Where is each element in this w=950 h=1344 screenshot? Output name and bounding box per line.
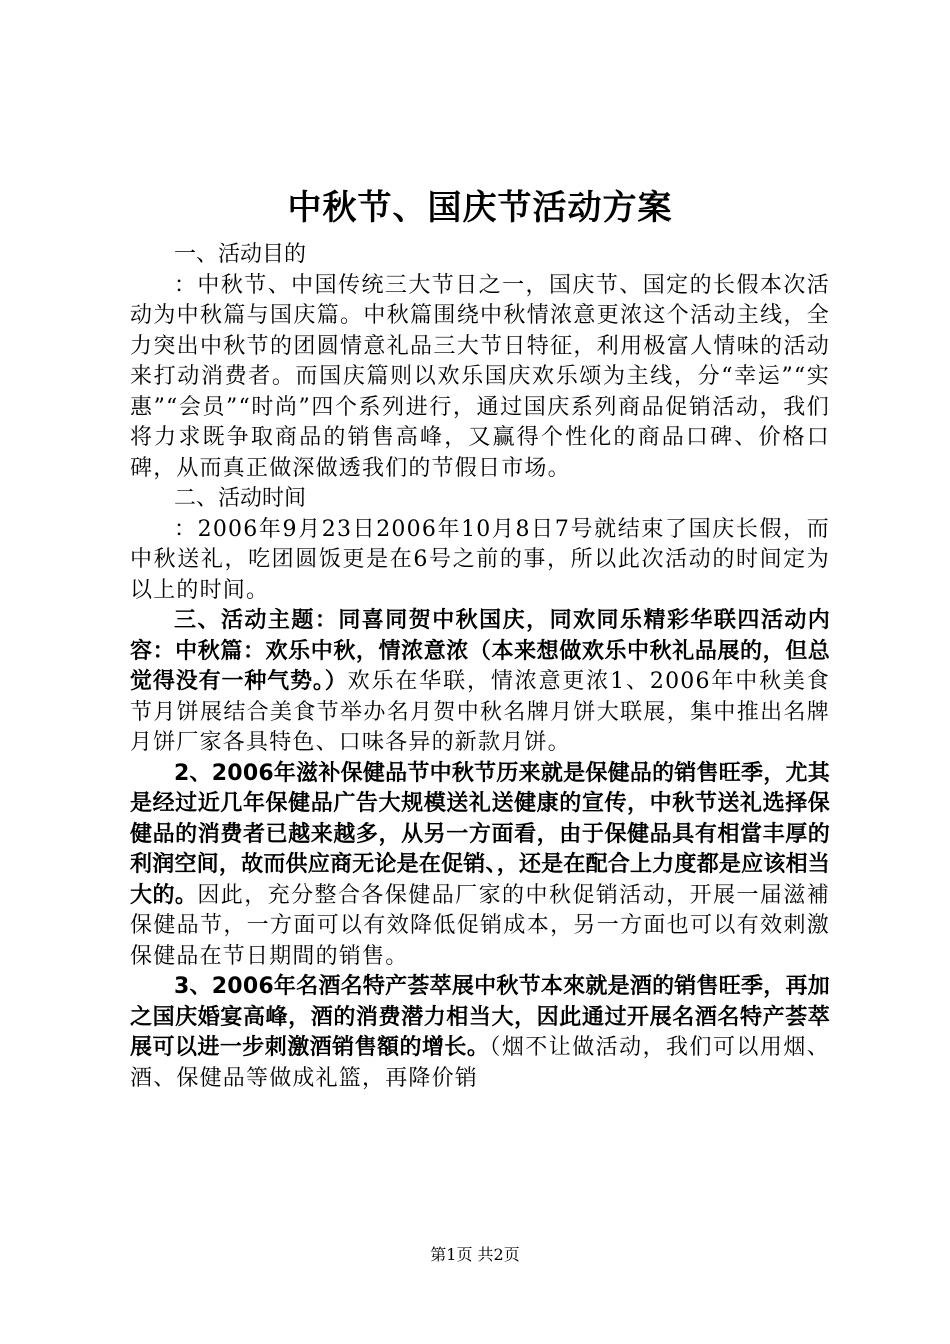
- paragraph-wine-bold: 3、2006年名酒名特产荟萃展中秋节本來就是酒的销售旺季，再加之国庆婚宴高峰，酒的消费潜力相当大，因此通过开展名酒名特产荟萃展可以进一步刺激酒销售額的增长。: [130, 974, 830, 1060]
- paragraph-time: ：2006年9月23日2006年10月8日7号就结束了国庆长假，而中秋送礼，吃团圆饭更是在6号之前的事，所以此次活动的时间定为以上的时间。: [130, 516, 830, 603]
- paragraph-health-products: [130, 759, 830, 973]
- paragraph-purpose: ：中秋节、中国传统三大节日之一，国庆节、国定的长假本次活动为中秋篇与国庆篇。中秋篇围绕中秋情浓意更浓这个活动主线，全力突出中秋节的团圆情意礼品三大节日特征，利用极富人情味的活动来打动消费者。而国庆篇则以欢乐国庆欢乐颂为主线，分“幸运”“实惠”“会员”“时尚”四个系列进行，通过国庆系列商品促销活动，我们将力求既争取商品的销售高峰，又赢得个性化的商品口碑、价格口碑，从而真正做深做透我们的节假日市场。: [130, 272, 830, 481]
- paragraph-health-bold: 2、2006年滋补保健品节中秋节历来就是保健品的销售旺季，尤其是经过近几年保健品广告大规模送礼送健康的宣传，中秋节送礼选择保健品的消费者已越来越多，从另一方面看，由于保健品具有相當丰厚的利润空间，故而供应商无论是在促销、，还是在配合上力度都是应该相当大的。: [130, 760, 830, 908]
- section-heading-time: 二、活动时间: [174, 486, 307, 511]
- document-body: [130, 180, 830, 1094]
- paragraph-health-rest: 因此，充分整合各保健品厂家的中秋促销活动，开展一届滋補保健品节，一方面可以有效降低促销成本，另一方面也可以有效刺激保健品在节日期間的销售。: [130, 882, 830, 969]
- paragraph-theme: [130, 606, 830, 759]
- document-title: 中秋节、国庆节活动方案: [287, 188, 673, 228]
- paragraph-theme-rest: 欢乐在华联，情浓意更浓1、2006年中秋美食节月饼展结合美食节举办名月贺中秋名牌月饼大联展，集中推出名牌月饼厂家各具特色、口味各异的新款月饼。: [130, 669, 830, 755]
- page-footer: 第1页 共2页: [430, 1245, 520, 1264]
- section-heading-purpose: 一、活动目的: [174, 242, 307, 267]
- paragraph-theme-bold: 三、活动主题：同喜同贺中秋国庆，同欢同乐精彩华联四活动内容：中秋篇：欢乐中秋，情浓意浓（本来想做欢乐中秋礼品展的，但总觉得没有一种气势。）: [130, 608, 830, 694]
- paragraph-wine-fair: [130, 972, 830, 1094]
- paragraph-wine-rest: （烟不让做活动，我们可以用烟、酒、保健品等做成礼篮，再降价销: [130, 1035, 830, 1091]
